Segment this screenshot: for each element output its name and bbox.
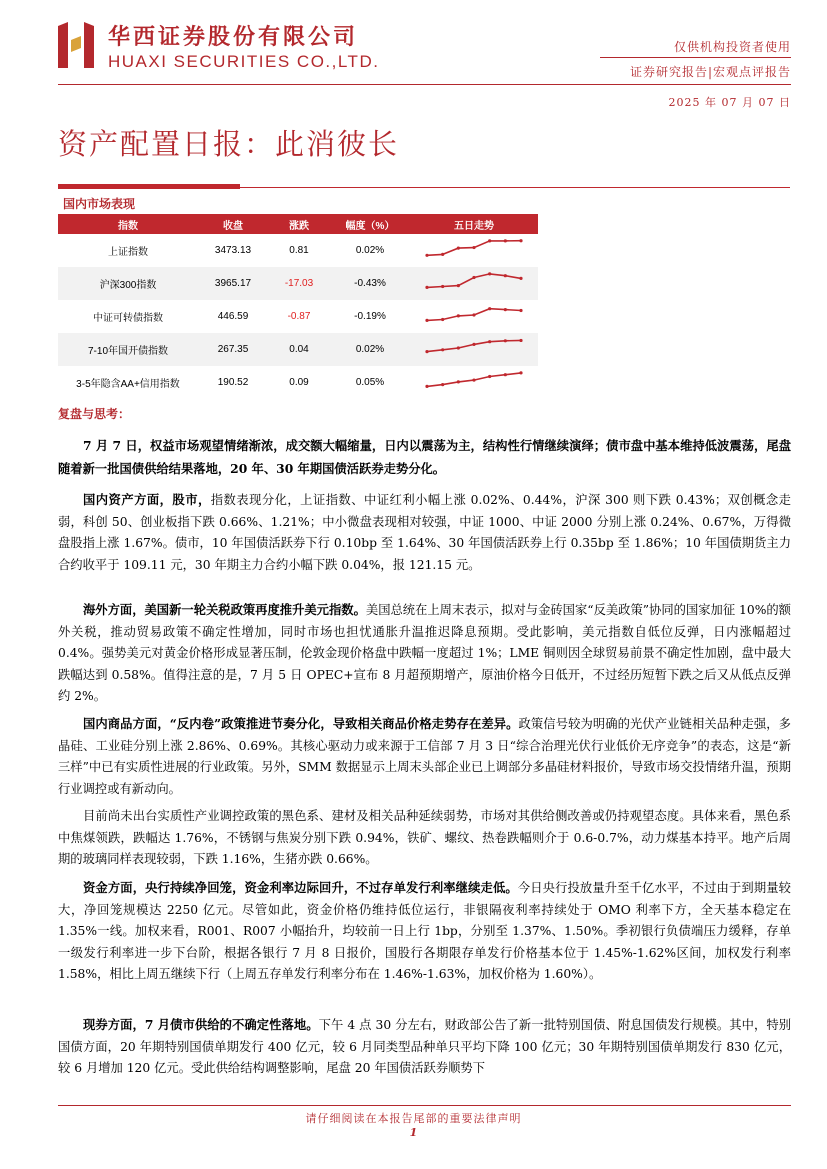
row-close: 190.52 — [217, 377, 249, 388]
trend-point — [472, 343, 475, 346]
table-row — [58, 300, 538, 333]
row-close: 3965.17 — [198, 267, 268, 300]
report-title: 资产配置日报：此消彼长 — [58, 127, 400, 161]
trend-point — [488, 375, 491, 378]
footer-rule — [58, 1105, 791, 1106]
trend-point — [457, 247, 460, 250]
paragraph-text: 指数表现分化，上证指数、中证红利小幅上涨 0.02%、0.44%，沪深 300 则下跌 0.43%；双创概念走弱，科创 50、创业板指下跌 0.66%、1.21%；中小微盘表现相对较强，中证 1000、中证 2000 分别上涨 0.24%、0.67%，万得微盘股指上涨 1.67%。债市，10 年国债活跃券下行 0.10bp 至 1.64%、30 年国债活跃券上行 0.35bp 至 1.86%；10 年国债期货主力合约收平于 109.11 元，30 年期主力合约小幅下跌 0.04%，报 121.15 元。 — [58, 493, 791, 572]
header-close: 收盘 — [198, 214, 268, 234]
market-table — [58, 214, 538, 399]
row-trend — [410, 300, 538, 333]
paragraph-lead: 资金方面，央行持续净回笼，资金利率边际回升，不过存单发行利率继续走低。 — [83, 880, 518, 895]
row-name: 中证可转债指数 — [93, 313, 163, 324]
paragraph-lead: 7 月 7 日，权益市场观望情绪渐浓，成交额大幅缩量，日内以震荡为主，结构性行情继续演绎；债市盘中基本维持低波震荡，尾盘随着新一批国债供给结果落地，20 年、30 年期国债活跃券走势分化。 — [58, 438, 791, 476]
row-name: 沪深300指数 — [58, 267, 198, 300]
trend-point — [504, 308, 507, 311]
paragraph-text: 今日央行投放量升至千亿水平，不过由于到期量较大，净回笼规模达 2250 亿元。尽管如此，资金价格仍维持低位运行，非银隔夜利率持续处于 OMO 利率下方，全天基本稳定在 1.35%一线。加权来看，R001、R007 小幅抬升，均较前一日上行 1bp，分别至 1.37%、1.50%。季初银行负债端压力缓释，存单一级发行利率进一步下台阶，根据各银行 7 月 8 日报价，国股行各期限存单发行价格基本位于 1.45%-1.62%区间，加权发行利率 1.58%，相比上周五继续下行（上周五存单发行利率分布在 1.46%-1.63%，加权价格为 1.60%）。 — [58, 881, 791, 982]
row-trend — [410, 366, 538, 399]
trend-point — [488, 307, 491, 310]
trend-point — [504, 274, 507, 277]
row-change: -0.87 — [287, 311, 311, 322]
trend-point — [441, 318, 444, 321]
paragraph-lead: 现券方面，7 月债市供给的不确定性落地。 — [83, 1017, 319, 1032]
trend-point — [457, 346, 460, 349]
trend-point — [472, 313, 475, 316]
paragraph-text: 目前尚未出台实质性产业调控政策的黑色系、建材及相关品种延续弱势，市场对其供给侧改善或仍持观望态度。具体来看，黑色系中焦煤领跌，跌幅达 1.76%，不锈钢与焦炭分别下跌 0.94%，铁矿、螺纹、热卷跌幅则介于 0.6-0.7%，动力煤基本持平。地产后周期的玻璃同样表现较弱，下跌 1.16%，生猪亦跌 0.66%。 — [58, 809, 791, 867]
trend-point — [425, 385, 428, 388]
trend-point — [425, 319, 428, 322]
row-close: 3473.13 — [214, 245, 252, 256]
trend-point — [441, 285, 444, 288]
trend-sparkline — [424, 369, 524, 393]
row-pct: 0.02% — [330, 333, 410, 366]
trend-point — [425, 254, 428, 257]
report-date: 2025 年 07 月 07 日 — [668, 96, 791, 109]
header-divider — [600, 57, 791, 58]
table-row — [58, 234, 538, 267]
trend-point — [472, 246, 475, 249]
section-accent-bar — [58, 184, 240, 189]
row-change: 0.81 — [289, 245, 309, 256]
trend-sparkline — [424, 237, 524, 261]
trend-point — [519, 277, 522, 280]
paragraph-black-series — [58, 805, 791, 871]
trend-point — [441, 383, 444, 386]
paragraph-overseas — [58, 599, 791, 708]
trend-point — [488, 239, 491, 242]
trend-point — [441, 348, 444, 351]
report-type: 证券研究报告|宏观点评报告 — [629, 65, 791, 79]
row-change: 0.04 — [268, 333, 330, 366]
trend-sparkline — [424, 303, 524, 327]
footer-disclaimer: 请仔细阅读在本报告尾部的重要法律声明 — [305, 1112, 522, 1125]
row-change: -17.03 — [268, 267, 330, 300]
row-pct: -0.19% — [354, 311, 386, 322]
header-change: 涨跌 — [268, 214, 330, 234]
row-close: 267.35 — [198, 333, 268, 366]
trend-point — [457, 284, 460, 287]
row-trend — [410, 234, 538, 267]
trend-point — [488, 272, 491, 275]
trend-point — [519, 371, 522, 374]
trend-point — [457, 314, 460, 317]
row-pct: -0.43% — [330, 267, 410, 300]
paragraph-commodities — [58, 713, 791, 800]
row-name: 7-10年国开债指数 — [58, 333, 198, 366]
row-name: 3-5年隐含AA+信用指数 — [76, 379, 180, 390]
company-name-cn: 华西证券股份有限公司 — [108, 25, 359, 50]
review-heading: 复盘与思考： — [58, 407, 131, 421]
row-trend — [410, 267, 538, 300]
trend-point — [519, 339, 522, 342]
huaxi-logo-icon — [58, 22, 94, 68]
header-index: 指数 — [58, 214, 198, 234]
trend-point — [472, 379, 475, 382]
table-row — [58, 267, 538, 300]
row-pct: 0.02% — [355, 245, 385, 256]
trend-point — [504, 339, 507, 342]
company-name-en: HUAXI SECURITIES CO.,LTD. — [108, 52, 380, 71]
trend-point — [425, 350, 428, 353]
row-close: 446.59 — [217, 311, 249, 322]
trend-point — [504, 373, 507, 376]
trend-point — [457, 380, 460, 383]
paragraph-liquidity — [58, 877, 791, 986]
row-trend — [410, 333, 538, 366]
paragraph-text: 下午 4 点 30 分左右，财政部公告了新一批特别国债、附息国债发行规模。其中，特别国债方面，20 年期特别国债单期发行 400 亿元，较 6 月同类型品种单只平均下降 100 亿元；30 年期特别国债单期发行 830 亿元，较 6 月增加 120 亿元。受此供给结构调整影响，尾盘 20 年国债活跃券顺势下 — [58, 1018, 791, 1076]
header-trend: 五日走势 — [410, 214, 538, 234]
investor-notice: 仅供机构投资者使用 — [673, 40, 791, 54]
header-rule — [58, 84, 791, 85]
row-name: 上证指数 — [108, 247, 148, 258]
paragraph-text: 政策信号较为明确的光伏产业链相关品种走强，多晶硅、工业硅分别上涨 2.86%、0.69%。其核心驱动力或来源于工信部 7 月 3 日“综合治理光伏行业低价无序竞争”的表态，这是“新三样”中已有实质性进展的行业政策。另外，SMM 数据显示上周末头部企业已上调部分多晶硅材料报价，导致市场交投情绪升温，预期行业调控或有新动向。 — [58, 717, 791, 796]
trend-point — [441, 253, 444, 256]
trend-point — [472, 276, 475, 279]
paragraph-summary — [58, 435, 791, 480]
section-rule — [240, 187, 790, 188]
table-row — [58, 333, 538, 366]
trend-sparkline — [424, 336, 524, 360]
trend-point — [519, 309, 522, 312]
paragraph-lead: 海外方面，美国新一轮关税政策再度推升美元指数。 — [83, 602, 366, 617]
header-pct: 幅度（%） — [330, 214, 410, 234]
table-row — [58, 366, 538, 399]
section-title: 国内市场表现 — [63, 197, 136, 211]
trend-sparkline — [424, 270, 524, 294]
paragraph-domestic — [58, 489, 791, 576]
paragraph-text: 美国总统在上周末表示，拟对与金砖国家“反美政策”协同的国家加征 10%的额外关税，推动贸易政策不确定性增加，同时市场也担忧通胀升温推迟降息预期。受此影响，美元指数自低位反弹，日内涨幅超过 0.4%。强势美元对黄金价格形成显著压制，伦敦金现价格盘中跌幅一度超过 1%；LME 铜则因全球贸易前景不确定性加剧，盘中最大跌幅达到 0.58%。值得注意的是，7 月 5 日 OPEC+宣布 8 月超预期增产，原油价格今日低开，不过经历短暂下跌之后又从低点反弹约 2%。 — [58, 603, 791, 704]
paragraph-bonds — [58, 1014, 791, 1102]
paragraph-lead: 国内资产方面，股市， — [83, 492, 211, 507]
page-number: 1 — [409, 1126, 418, 1139]
paragraph-lead: 国内商品方面，“反内卷”政策推进节奏分化，导致相关商品价格走势存在差异。 — [83, 716, 519, 731]
trend-point — [425, 286, 428, 289]
trend-point — [519, 239, 522, 242]
trend-point — [488, 340, 491, 343]
row-pct: 0.05% — [355, 377, 385, 388]
table-header-row — [58, 214, 538, 234]
row-change: 0.09 — [289, 377, 309, 388]
trend-point — [504, 239, 507, 242]
